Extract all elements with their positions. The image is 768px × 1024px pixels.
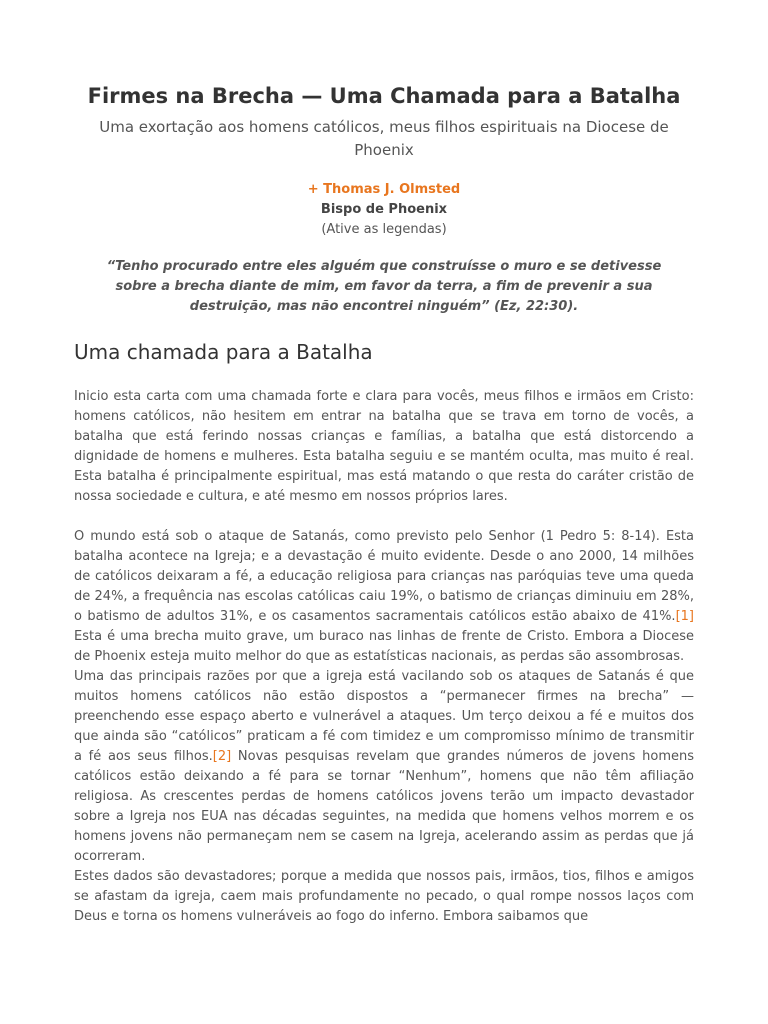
paragraph-3 bbox=[74, 667, 694, 867]
author-block bbox=[74, 180, 694, 240]
epigraph-quote: “Tenho procurado entre eles alguém que construísse o muro e se detivesse sobre a brecha diante de mim, em favor da terra, a fim de prevenir a sua destruição, mas não encontrei ninguém” (Ez, 22:30). bbox=[106, 259, 662, 314]
footnote-link-2[interactable]: [2] bbox=[212, 749, 232, 764]
footnote-link-1[interactable]: [1] bbox=[675, 609, 694, 624]
paragraph-2-part-b: Esta é uma brecha muito grave, um buraco nas linhas de frente de Cristo. Embora a Diocese de Phoenix esteja muito melhor do que as estatísticas nacionais, as perdas são assombrosas. bbox=[74, 629, 694, 664]
paragraph-3-part-b: Novas pesquisas revelam que grandes números de jovens homens católicos estão deixando a fé para se tornar “Nenhum”, homens que não têm afiliação religiosa. As crescentes perdas de homens católicos jovens terão um impacto devastador sobre a Igreja nos EUA nas décadas seguintes, na medida que homens velhos morrem e os homens jovens não permaneçam nem se casem na Igreja, acelerando assim as perdas que já ocorreram. bbox=[74, 749, 694, 864]
paragraph-1: Inicio esta carta com uma chamada forte e clara para vocês, meus filhos e irmãos em Cristo: homens católicos, não hesitem em entrar na batalha que se trava em torno de vocês, a batalha que está ferindo nossas crianças e famílias, a batalha que está distorcendo a dignidade de homens e mulheres. Esta batalha seguiu e se mantém oculta, mas muito é real. Esta batalha é principalmente espiritual, mas está matando o que resta do caráter cristão de nossa sociedade e cultura, e até mesmo em nossos próprios lares. bbox=[74, 389, 694, 504]
document-subtitle: Uma exortação aos homens católicos, meus filhos espirituais na Diocese de Phoenix bbox=[99, 118, 669, 159]
paragraph-2 bbox=[74, 527, 694, 667]
author-note: (Ative as legendas) bbox=[321, 222, 447, 237]
body-text bbox=[74, 387, 694, 927]
section-heading: Uma chamada para a Batalha bbox=[74, 340, 373, 364]
author-name: + Thomas J. Olmsted bbox=[307, 182, 461, 197]
author-role: Bispo de Phoenix bbox=[320, 202, 448, 217]
paragraph-3-part-a: Uma das principais razões por que a igreja está vacilando sob os ataques de Satanás é que muitos homens católicos não estão dispostos a “permanecer firmes na brecha” — preenchendo esse espaço aberto e vulnerável a ataques. Um terço deixou a fé e muitos dos que ainda são “católicos” praticam a fé com timidez e um compromisso mínimo de transmitir a fé aos seus filhos. bbox=[74, 669, 694, 764]
paragraph-2-part-a: O mundo está sob o ataque de Satanás, como previsto pelo Senhor (1 Pedro 5: 8-14). Esta batalha acontece na Igreja; e a devastação é muito evidente. Desde o ano 2000, 14 milhões de católicos deixaram a fé, a educação religiosa para crianças nas paróquias teve uma queda de 24%, a frequência nas escolas católicas caiu 19%, o batismo de crianças diminuiu em 28%, o batismo de adultos 31%, e os casamentos sacramentais católicos estão abaixo de 41%. bbox=[74, 529, 694, 624]
document-title: Firmes na Brecha — Uma Chamada para a Batalha bbox=[87, 84, 681, 108]
paragraph-4: Estes dados são devastadores; porque a medida que nossos pais, irmãos, tios, filhos e amigos se afastam da igreja, caem mais profundamente no pecado, o qual rompe nossos laços com Deus e torna os homens vulneráveis ao fogo do inferno. Embora saibamos que bbox=[74, 869, 694, 924]
